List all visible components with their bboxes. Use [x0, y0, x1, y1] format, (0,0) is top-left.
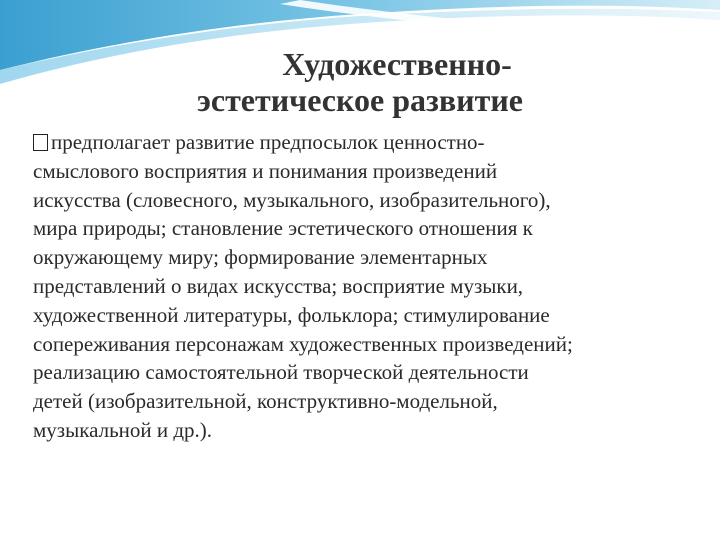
- body-paragraph: [33, 128, 573, 445]
- title-line-1: Художественно-: [282, 46, 512, 82]
- title-line-2: эстетическое развитие: [197, 82, 523, 118]
- square-bullet-icon: [33, 134, 48, 151]
- body-text: предполагает развитие предпосылок ценностно-смыслового восприятия и понимания произведений искусства (словесного, музыкального, изобразительного), мира природы; становление эстетического отношения к окружающему миру; формирование элементарных представлений о видах искусства; восприятие музыки, художественной литературы, фольклора; стимулирование сопереживания персонажам художественных произведений; реализацию самостоятельной творческой деятельности детей (изобразительной, конструктивно-модельной, музыкальной и др.).: [33, 130, 573, 442]
- slide-title: [0, 46, 720, 118]
